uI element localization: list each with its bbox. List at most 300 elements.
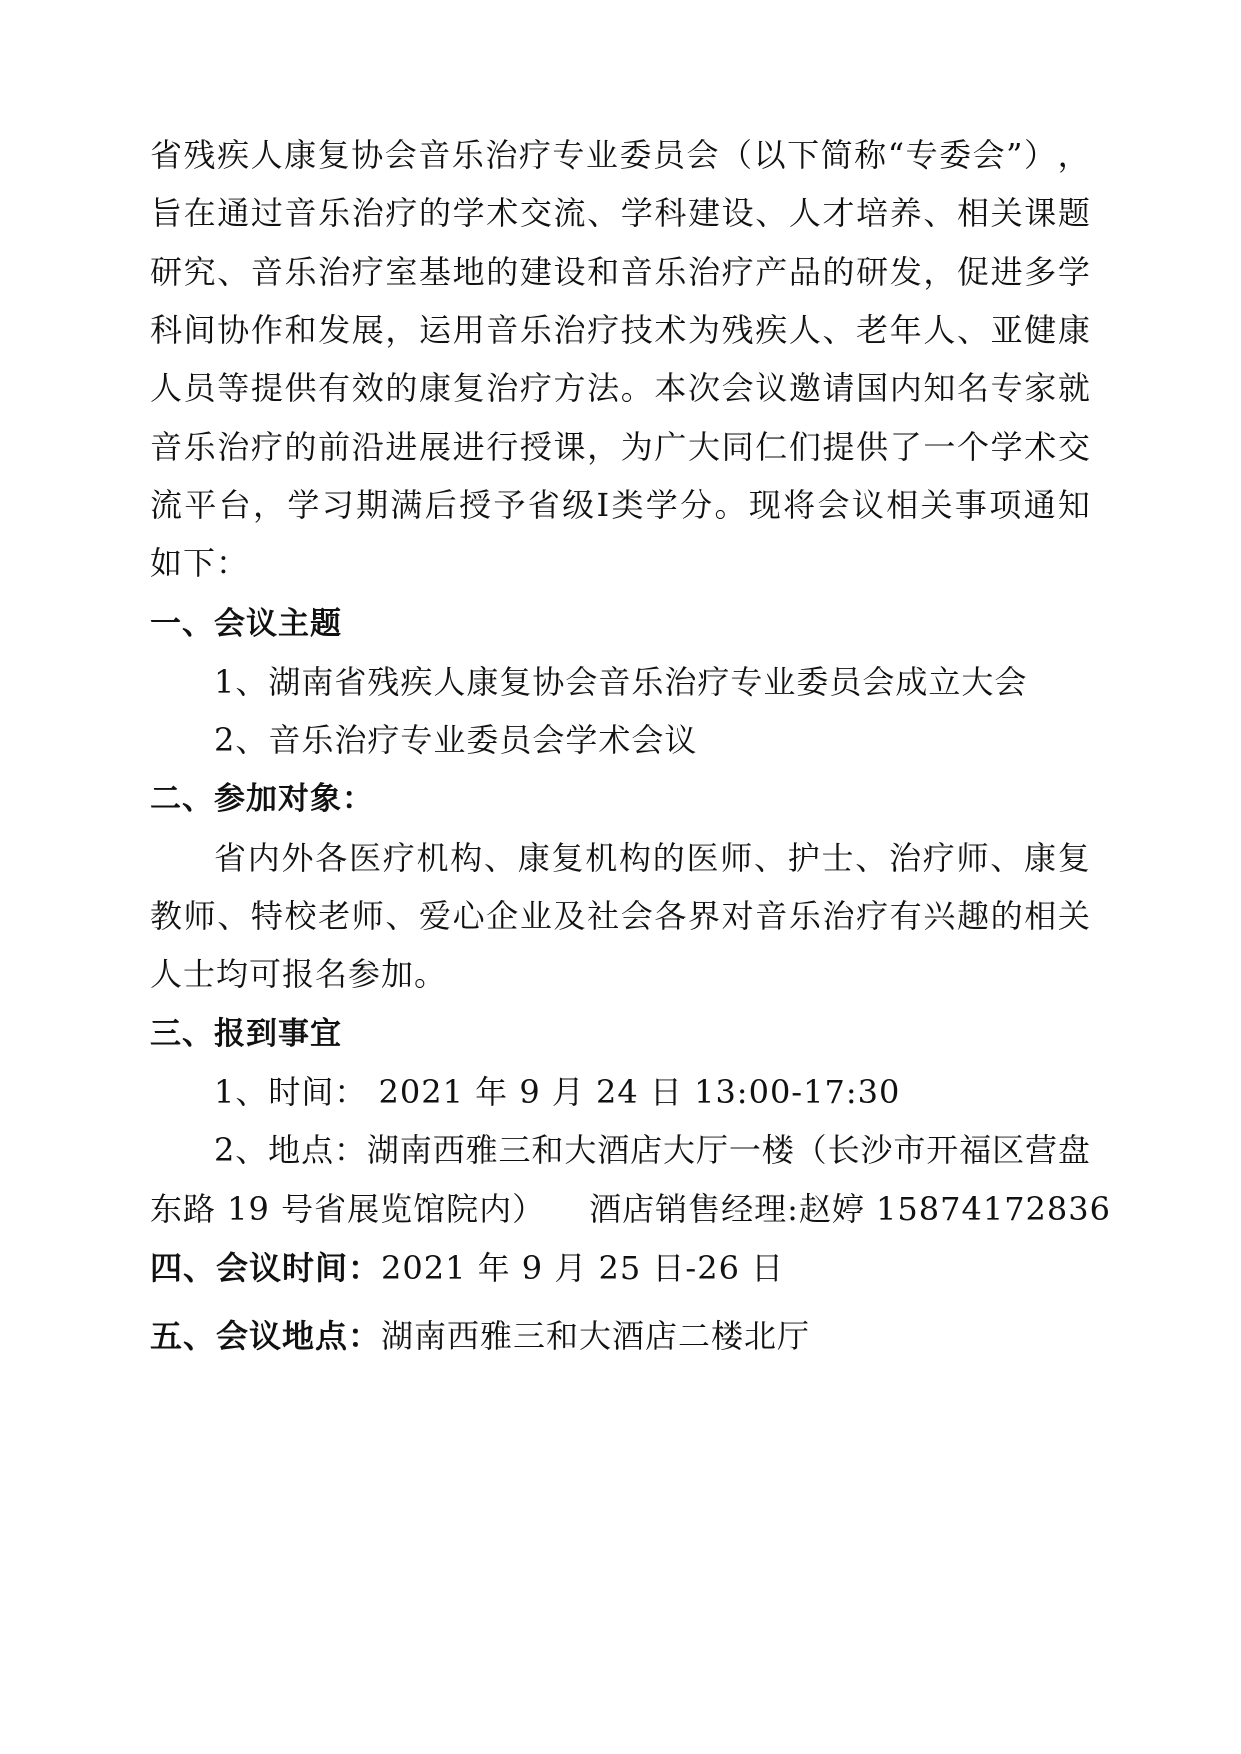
text-glyph: 。 (714, 486, 747, 524)
text-glyph: （ (794, 1131, 827, 1169)
text-glyph: 各 (654, 897, 687, 935)
text-glyph: 交 (1057, 428, 1090, 466)
text-glyph: 法 (587, 369, 620, 407)
text-glyph: 分 (680, 486, 713, 524)
text-glyph: 期 (356, 486, 389, 524)
text-glyph: 疗 (519, 369, 552, 407)
text-glyph: 培 (856, 194, 889, 232)
text-glyph: 、 (235, 1131, 268, 1169)
intro-line-7 (150, 485, 1090, 525)
text-glyph: 治 (688, 253, 721, 291)
text-glyph: 老 (856, 311, 889, 349)
text-glyph: 音 (250, 253, 283, 291)
text-glyph: 多 (1024, 253, 1057, 291)
text-glyph: 机 (416, 839, 449, 877)
text-glyph: 治 (553, 311, 586, 349)
text-glyph: 级 (562, 486, 595, 524)
text-glyph: 协 (217, 311, 250, 349)
text-glyph: 满 (390, 486, 423, 524)
text-glyph: 运 (419, 311, 452, 349)
intro-line-4 (150, 310, 1090, 350)
text-glyph: 养 (889, 194, 922, 232)
text-glyph: 仁 (755, 428, 788, 466)
text-glyph: 护 (787, 839, 820, 877)
text-glyph: 健 (1024, 311, 1057, 349)
text-glyph: 究 (183, 253, 216, 291)
text-glyph: 专 (990, 369, 1023, 407)
text-glyph: 知 (923, 369, 956, 407)
text-glyph: 学 (990, 428, 1023, 466)
text-glyph: ， (587, 428, 620, 466)
text-glyph: 、 (755, 194, 788, 232)
text-glyph: 大 (688, 428, 721, 466)
text-glyph: 沿 (351, 428, 384, 466)
theme-item-1: 1、湖南省残疾人康复协会音乐治疗专业委员会成立大会 (214, 663, 1028, 701)
text-glyph: 人 (788, 194, 821, 232)
text-glyph: 人 (788, 311, 821, 349)
text-glyph: 通 (217, 194, 250, 232)
text-glyph: 发 (889, 253, 922, 291)
section-heading-registration: 三、报到事宜 (150, 1016, 342, 1052)
text-glyph: 关 (1057, 897, 1090, 935)
registration-place-line-1 (214, 1130, 1090, 1170)
text-glyph: 人 (150, 369, 183, 407)
text-glyph: ） (1024, 136, 1057, 174)
text-glyph: 福 (959, 1131, 992, 1169)
text-glyph: 展 (351, 311, 384, 349)
text-glyph: 广 (654, 428, 687, 466)
text-glyph: 会 (721, 369, 754, 407)
text-glyph: 各 (315, 839, 348, 877)
text-glyph: 学 (645, 486, 678, 524)
text-glyph: 术 (1024, 428, 1057, 466)
text-glyph: 构 (619, 839, 652, 877)
text-glyph: 术 (654, 311, 687, 349)
text-glyph: 相 (957, 194, 990, 232)
text-glyph: 治 (217, 428, 250, 466)
text-glyph: 旨 (150, 194, 183, 232)
text-glyph: 关 (920, 486, 953, 524)
text-glyph: 地 (268, 1131, 301, 1169)
text-glyph: 会 (384, 136, 417, 174)
text-glyph: 点 (301, 1131, 334, 1169)
text-glyph: ， (923, 253, 956, 291)
intro-line-3 (150, 252, 1090, 292)
text-glyph: 亚 (990, 311, 1023, 349)
text-glyph: 邀 (788, 369, 821, 407)
participants-line-2 (150, 896, 1090, 936)
text-glyph: 界 (688, 897, 721, 935)
text-glyph: 同 (721, 428, 754, 466)
text-glyph: 机 (585, 839, 618, 877)
text-glyph: 2 (214, 1131, 235, 1169)
text-glyph: 一 (923, 428, 956, 466)
text-glyph: 疾 (755, 311, 788, 349)
text-glyph: 有 (889, 897, 922, 935)
text-glyph: 乐 (654, 253, 687, 291)
section-heading-meeting-place: 五、会议地点： (150, 1317, 382, 1355)
text-glyph: 等 (217, 369, 250, 407)
text-glyph: 年 (889, 311, 922, 349)
text-glyph: 提 (822, 428, 855, 466)
text-glyph: 学 (287, 486, 320, 524)
text-glyph: 、 (587, 194, 620, 232)
text-glyph: 专 (905, 136, 938, 174)
text-glyph: 议 (851, 486, 884, 524)
text-glyph: 供 (284, 369, 317, 407)
text-glyph: 康 (419, 369, 452, 407)
text-glyph: 士 (821, 839, 854, 877)
text-glyph: 乐 (451, 136, 484, 174)
text-glyph: 、 (217, 253, 250, 291)
text-glyph: 市 (893, 1131, 926, 1169)
text-glyph: 会 (686, 136, 719, 174)
text-glyph: 对 (721, 897, 754, 935)
text-glyph: 内 (889, 369, 922, 407)
text-glyph: 简 (820, 136, 853, 174)
text-glyph: 类 (611, 486, 644, 524)
text-glyph: 台 (218, 486, 251, 524)
text-glyph: ： (333, 1131, 366, 1169)
text-glyph: 疗 (351, 253, 384, 291)
text-glyph: 设 (721, 194, 754, 232)
text-glyph: “ (887, 136, 905, 174)
text-glyph: 科 (150, 311, 183, 349)
text-glyph: 治 (351, 194, 384, 232)
text-glyph: 委 (939, 136, 972, 174)
text-glyph: 关 (990, 194, 1023, 232)
theme-item-2: 2、音乐治疗专业委员会学术会议 (214, 721, 698, 759)
text-glyph: 协 (351, 136, 384, 174)
text-glyph: 知 (1057, 486, 1090, 524)
text-glyph: 兴 (923, 897, 956, 935)
text-glyph: 开 (926, 1131, 959, 1169)
text-glyph: 音 (150, 428, 183, 466)
text-glyph: 流 (150, 486, 183, 524)
text-glyph: 促 (957, 253, 990, 291)
text-glyph: 交 (519, 194, 552, 232)
meeting-place-value: 湖南西雅三和大酒店二楼北厅 (381, 1317, 811, 1355)
section-heading-theme: 一、会议主题 (150, 606, 342, 642)
text-glyph: 的 (486, 253, 519, 291)
text-glyph: 乐 (318, 194, 351, 232)
text-glyph: 以 (753, 136, 786, 174)
text-glyph: 请 (822, 369, 855, 407)
text-glyph: 治 (486, 369, 519, 407)
text-glyph: 、 (990, 839, 1023, 877)
text-glyph: 学 (1057, 253, 1090, 291)
text-glyph: ” (1006, 136, 1023, 174)
text-glyph: 社 (587, 897, 620, 935)
text-glyph: 三 (498, 1131, 531, 1169)
text-glyph: 疗 (721, 253, 754, 291)
text-glyph: 技 (620, 311, 653, 349)
text-glyph: 雅 (465, 1131, 498, 1169)
text-glyph: 项 (989, 486, 1022, 524)
text-glyph: 音 (486, 311, 519, 349)
text-glyph: 及 (553, 897, 586, 935)
text-glyph: 议 (755, 369, 788, 407)
text-glyph: 疗 (587, 311, 620, 349)
text-glyph: 才 (822, 194, 855, 232)
text-glyph: ， (385, 311, 418, 349)
text-glyph: 省 (214, 839, 247, 877)
text-glyph: 大 (564, 1131, 597, 1169)
text-glyph: 楼 (761, 1131, 794, 1169)
text-glyph: 疗 (856, 897, 889, 935)
text-glyph: 间 (183, 311, 216, 349)
text-glyph: 委 (619, 136, 652, 174)
text-glyph: 学 (620, 194, 653, 232)
text-glyph: 营 (1025, 1131, 1058, 1169)
text-glyph: 课 (553, 428, 586, 466)
text-glyph: 研 (150, 253, 183, 291)
text-glyph: 进 (385, 428, 418, 466)
text-glyph: Ⅰ (596, 486, 610, 524)
text-glyph: 学 (452, 194, 485, 232)
text-glyph: 残 (183, 136, 216, 174)
intro-line-5 (150, 368, 1090, 408)
text-glyph: 康 (517, 839, 550, 877)
text-glyph: 乐 (284, 253, 317, 291)
text-glyph: 将 (783, 486, 816, 524)
meeting-place-line (150, 1316, 1241, 1356)
text-glyph: 专 (552, 136, 585, 174)
text-glyph: 称 (854, 136, 887, 174)
text-glyph: 为 (620, 428, 653, 466)
text-glyph: 乐 (183, 428, 216, 466)
text-glyph: 相 (886, 486, 919, 524)
text-glyph: 康 (1024, 839, 1057, 877)
text-glyph: 音 (755, 897, 788, 935)
text-glyph: 师 (720, 839, 753, 877)
text-glyph: 方 (553, 369, 586, 407)
text-glyph: 会 (620, 897, 653, 935)
text-glyph: 员 (652, 136, 685, 174)
text-glyph: 外 (281, 839, 314, 877)
text-glyph: 提 (250, 369, 283, 407)
text-glyph: 人 (250, 136, 283, 174)
text-glyph: 建 (519, 253, 552, 291)
text-glyph: 地 (452, 253, 485, 291)
text-glyph: 内 (247, 839, 280, 877)
text-glyph: 题 (1057, 194, 1090, 232)
text-glyph: 个 (957, 428, 990, 466)
text-glyph: 进 (990, 253, 1023, 291)
hotel-sales-manager: 酒店销售经理:赵婷 15874172836 (589, 1190, 1111, 1228)
text-glyph: 大 (663, 1131, 696, 1169)
text-glyph: 心 (452, 897, 485, 935)
meeting-time-line (150, 1248, 1241, 1288)
text-glyph: 区 (992, 1131, 1025, 1169)
text-glyph: 音 (418, 136, 451, 174)
text-glyph: 家 (1024, 369, 1057, 407)
text-glyph: 康 (284, 136, 317, 174)
text-glyph: 音 (620, 253, 653, 291)
text-glyph: 、 (822, 311, 855, 349)
text-glyph: 建 (688, 194, 721, 232)
text-glyph: 和 (284, 311, 317, 349)
text-glyph: 治 (889, 839, 922, 877)
text-glyph: 本 (654, 369, 687, 407)
text-glyph: 、 (217, 897, 250, 935)
text-glyph: 医 (686, 839, 719, 877)
text-glyph: 现 (748, 486, 781, 524)
text-glyph: 。 (620, 369, 653, 407)
text-glyph: 复 (317, 136, 350, 174)
text-glyph: 盘 (1057, 1131, 1090, 1169)
text-glyph: 康 (1057, 311, 1090, 349)
text-glyph: 设 (553, 253, 586, 291)
text-glyph: 疗 (385, 194, 418, 232)
text-glyph: 供 (856, 428, 889, 466)
text-glyph: 师 (351, 897, 384, 935)
text-glyph: 会 (972, 136, 1005, 174)
text-glyph: 疗 (922, 839, 955, 877)
text-glyph: 业 (585, 136, 618, 174)
text-glyph: 治 (822, 897, 855, 935)
text-glyph: 下 (787, 136, 820, 174)
text-glyph: 授 (519, 428, 552, 466)
text-glyph: 乐 (519, 311, 552, 349)
text-glyph: 的 (652, 839, 685, 877)
text-glyph: 业 (519, 897, 552, 935)
text-glyph: 西 (432, 1131, 465, 1169)
text-glyph: 和 (531, 1131, 564, 1169)
text-glyph: 疗 (518, 136, 551, 174)
intro-line-1 (150, 135, 1090, 175)
text-glyph: 们 (788, 428, 821, 466)
intro-line-6 (150, 427, 1090, 467)
text-glyph: 湖 (366, 1131, 399, 1169)
meeting-time-value: 2021 年 9 月 25 日-26 日 (381, 1249, 785, 1287)
participants-line-3: 人士均可报名参加。 (150, 955, 448, 993)
text-glyph: 作 (250, 311, 283, 349)
text-glyph: 、 (385, 897, 418, 935)
text-glyph: ， (253, 486, 286, 524)
text-glyph: 的 (385, 369, 418, 407)
text-glyph: 长 (827, 1131, 860, 1169)
text-glyph: 疗 (382, 839, 415, 877)
text-glyph: 治 (318, 253, 351, 291)
text-glyph: 残 (721, 311, 754, 349)
text-glyph: 后 (424, 486, 457, 524)
text-glyph: 在 (183, 194, 216, 232)
text-glyph: 老 (318, 897, 351, 935)
registration-place-line-2 (150, 1189, 1241, 1229)
text-glyph: 课 (1024, 194, 1057, 232)
text-glyph: 次 (688, 369, 721, 407)
text-glyph: 了 (889, 428, 922, 466)
text-glyph: 医 (349, 839, 382, 877)
text-glyph: 通 (1023, 486, 1056, 524)
text-glyph: 疗 (250, 428, 283, 466)
text-glyph: （ (720, 136, 753, 174)
text-glyph: 企 (486, 897, 519, 935)
text-glyph: 产 (755, 253, 788, 291)
text-glyph: 过 (250, 194, 283, 232)
registration-place-address: 东路 19 号省展览馆院内） (150, 1190, 546, 1228)
text-glyph: 厅 (695, 1131, 728, 1169)
text-glyph: 相 (1024, 897, 1057, 935)
text-glyph: 构 (450, 839, 483, 877)
text-glyph: 复 (551, 839, 584, 877)
text-glyph: 音 (284, 194, 317, 232)
text-glyph: 习 (321, 486, 354, 524)
intro-line-8: 如下： (150, 544, 250, 582)
text-glyph: 品 (788, 253, 821, 291)
text-glyph: 发 (318, 311, 351, 349)
participants-line-1 (214, 838, 1090, 878)
text-glyph: 特 (250, 897, 283, 935)
text-glyph: 省 (150, 136, 183, 174)
text-glyph: 展 (419, 428, 452, 466)
text-glyph: 科 (654, 194, 687, 232)
text-glyph: 治 (485, 136, 518, 174)
text-glyph: 复 (1057, 839, 1090, 877)
text-glyph: 效 (351, 369, 384, 407)
text-glyph: 用 (452, 311, 485, 349)
text-glyph: 、 (855, 839, 888, 877)
text-glyph: 南 (399, 1131, 432, 1169)
text-glyph: 师 (956, 839, 989, 877)
text-glyph: 和 (587, 253, 620, 291)
text-glyph: 疾 (217, 136, 250, 174)
text-glyph: 师 (183, 897, 216, 935)
text-glyph: 行 (486, 428, 519, 466)
text-glyph: ， (1057, 136, 1090, 174)
text-glyph: 、 (923, 194, 956, 232)
text-glyph: 室 (385, 253, 418, 291)
text-glyph: 为 (688, 311, 721, 349)
text-glyph: 教 (150, 897, 183, 935)
text-glyph: 有 (318, 369, 351, 407)
text-glyph: 基 (419, 253, 452, 291)
text-glyph: 员 (183, 369, 216, 407)
text-glyph: 前 (318, 428, 351, 466)
section-heading-participants: 二、参加对象： (150, 781, 374, 817)
text-glyph: 乐 (788, 897, 821, 935)
text-glyph: 事 (954, 486, 987, 524)
text-glyph: 校 (284, 897, 317, 935)
registration-time: 1、时间： 2021 年 9 月 24 日 13:00-17:30 (214, 1073, 901, 1111)
text-glyph: 人 (923, 311, 956, 349)
text-glyph: 沙 (860, 1131, 893, 1169)
text-glyph: 的 (284, 428, 317, 466)
text-glyph: 省 (527, 486, 560, 524)
text-glyph: 店 (630, 1131, 663, 1169)
text-glyph: 、 (484, 839, 517, 877)
text-glyph: 、 (754, 839, 787, 877)
text-glyph: 复 (452, 369, 485, 407)
intro-line-2 (150, 193, 1090, 233)
text-glyph: 名 (957, 369, 990, 407)
text-glyph: 酒 (597, 1131, 630, 1169)
section-heading-meeting-time: 四、会议时间： (150, 1249, 382, 1287)
text-glyph: 一 (728, 1131, 761, 1169)
text-glyph: 的 (822, 253, 855, 291)
text-glyph: 会 (817, 486, 850, 524)
text-glyph: 就 (1057, 369, 1090, 407)
text-glyph: 授 (459, 486, 492, 524)
text-glyph: 进 (452, 428, 485, 466)
text-glyph: 国 (856, 369, 889, 407)
text-glyph: 流 (553, 194, 586, 232)
text-glyph: 的 (990, 897, 1023, 935)
text-glyph: 爱 (419, 897, 452, 935)
text-glyph: 术 (486, 194, 519, 232)
text-glyph: 平 (184, 486, 217, 524)
